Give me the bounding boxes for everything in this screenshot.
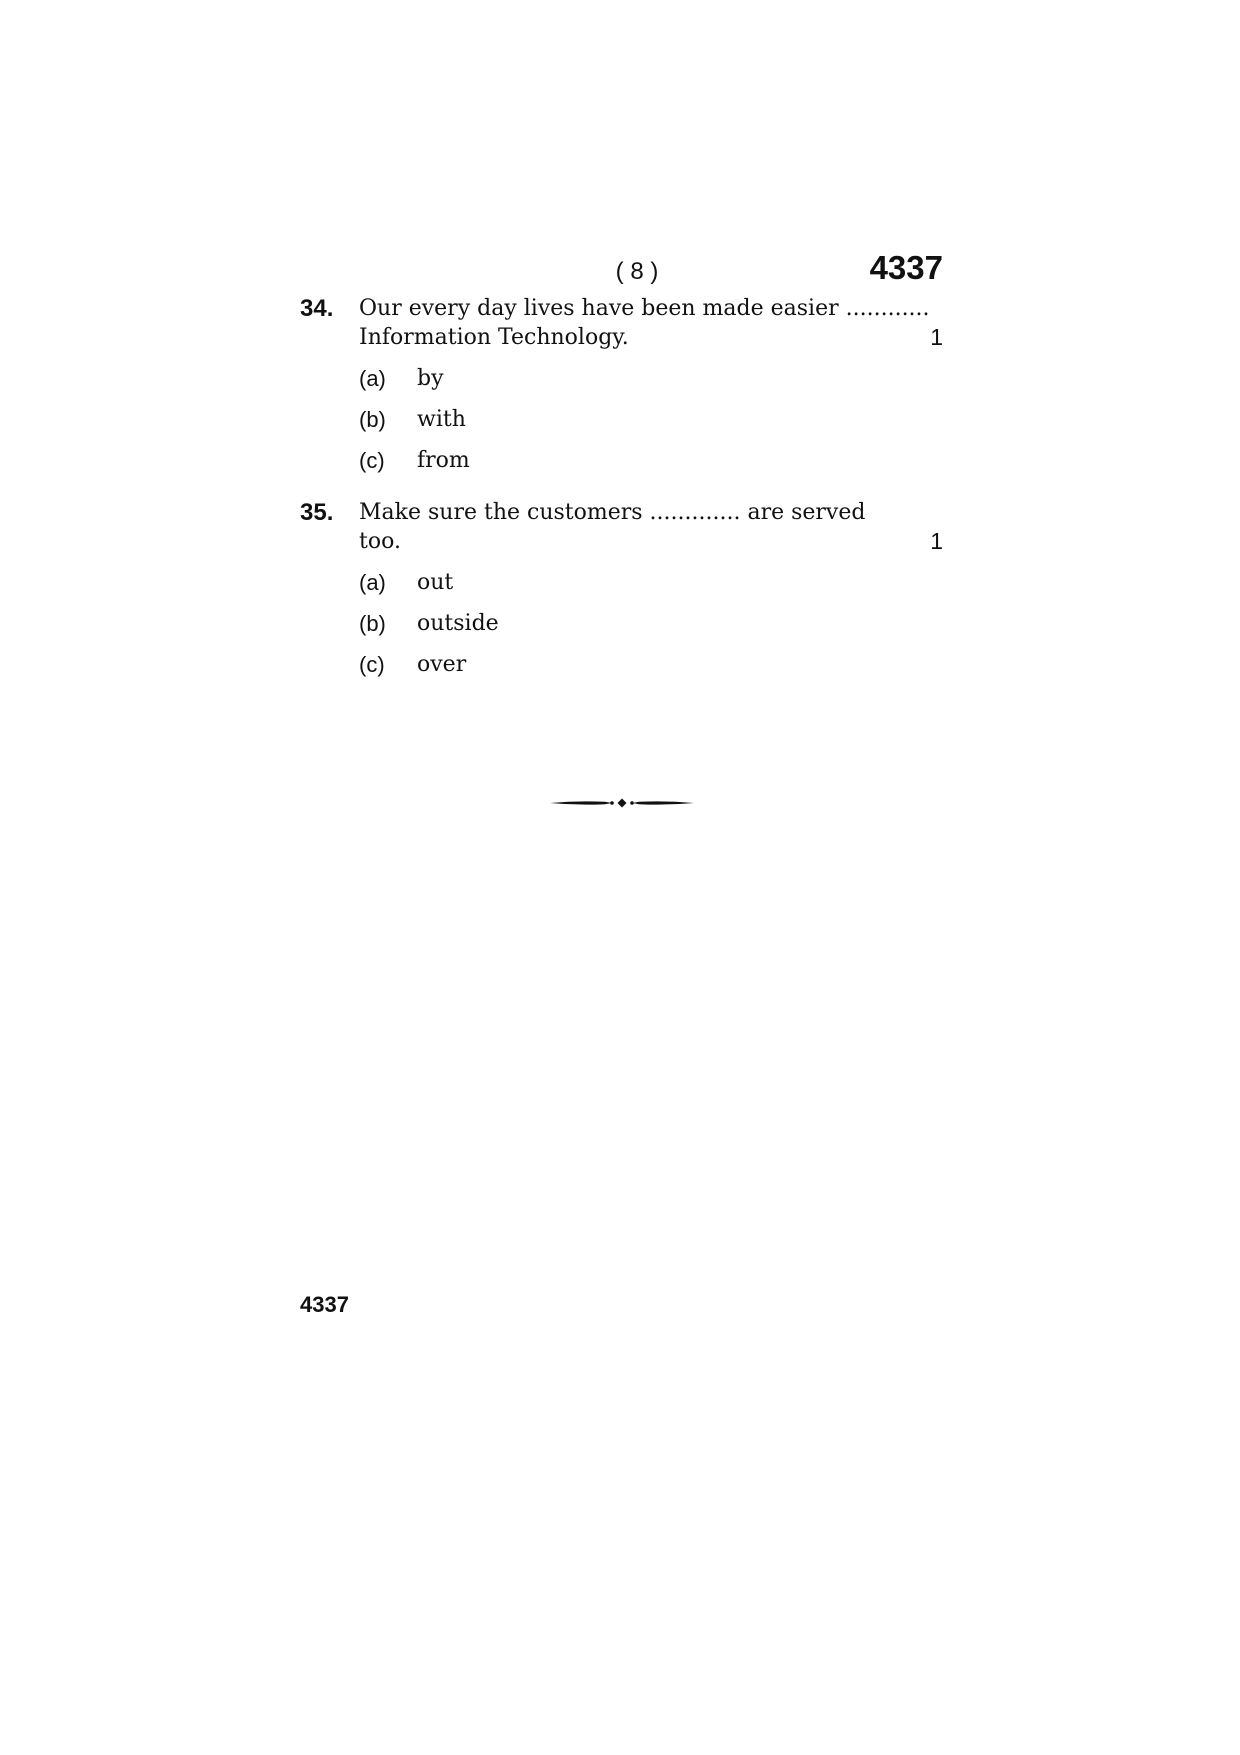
option-label: (b) [359, 407, 386, 432]
paper-code-footer: 4337 [300, 1292, 349, 1317]
option-text: from [417, 448, 470, 473]
question-text-line2: too. [359, 529, 401, 554]
option-text: by [417, 366, 444, 391]
question-text-line2: Information Technology. [359, 325, 629, 350]
option-a [359, 364, 943, 405]
question-35 [300, 498, 943, 691]
option-label: (a) [359, 366, 386, 391]
option-label: (a) [359, 570, 386, 595]
option-c [359, 446, 943, 487]
question-number: 35. [300, 499, 334, 526]
option-text: outside [417, 611, 499, 636]
option-list [359, 364, 943, 487]
question-marks: 1 [930, 528, 943, 554]
question-number: 34. [300, 295, 334, 322]
option-text: over [417, 652, 467, 677]
option-b [359, 405, 943, 446]
option-list [359, 568, 943, 691]
question-text-line2-row [359, 323, 943, 352]
option-label: (b) [359, 611, 386, 636]
option-text: out [417, 570, 454, 595]
question-text-line1: Make sure the customers ............. are served [359, 500, 866, 525]
question-marks: 1 [930, 324, 943, 350]
option-text: with [417, 407, 466, 432]
option-label: (c) [359, 652, 385, 677]
page-number: ( 8 ) [615, 258, 659, 285]
option-label: (c) [359, 448, 385, 473]
option-a [359, 568, 943, 609]
end-ornament-icon [550, 796, 694, 810]
option-c [359, 650, 943, 691]
question-34 [300, 294, 943, 487]
question-text-line2-row [359, 527, 943, 556]
question-text-line1: Our every day lives have been made easier ............ [359, 296, 930, 321]
paper-code-header: 4337 [869, 249, 943, 286]
option-b [359, 609, 943, 650]
